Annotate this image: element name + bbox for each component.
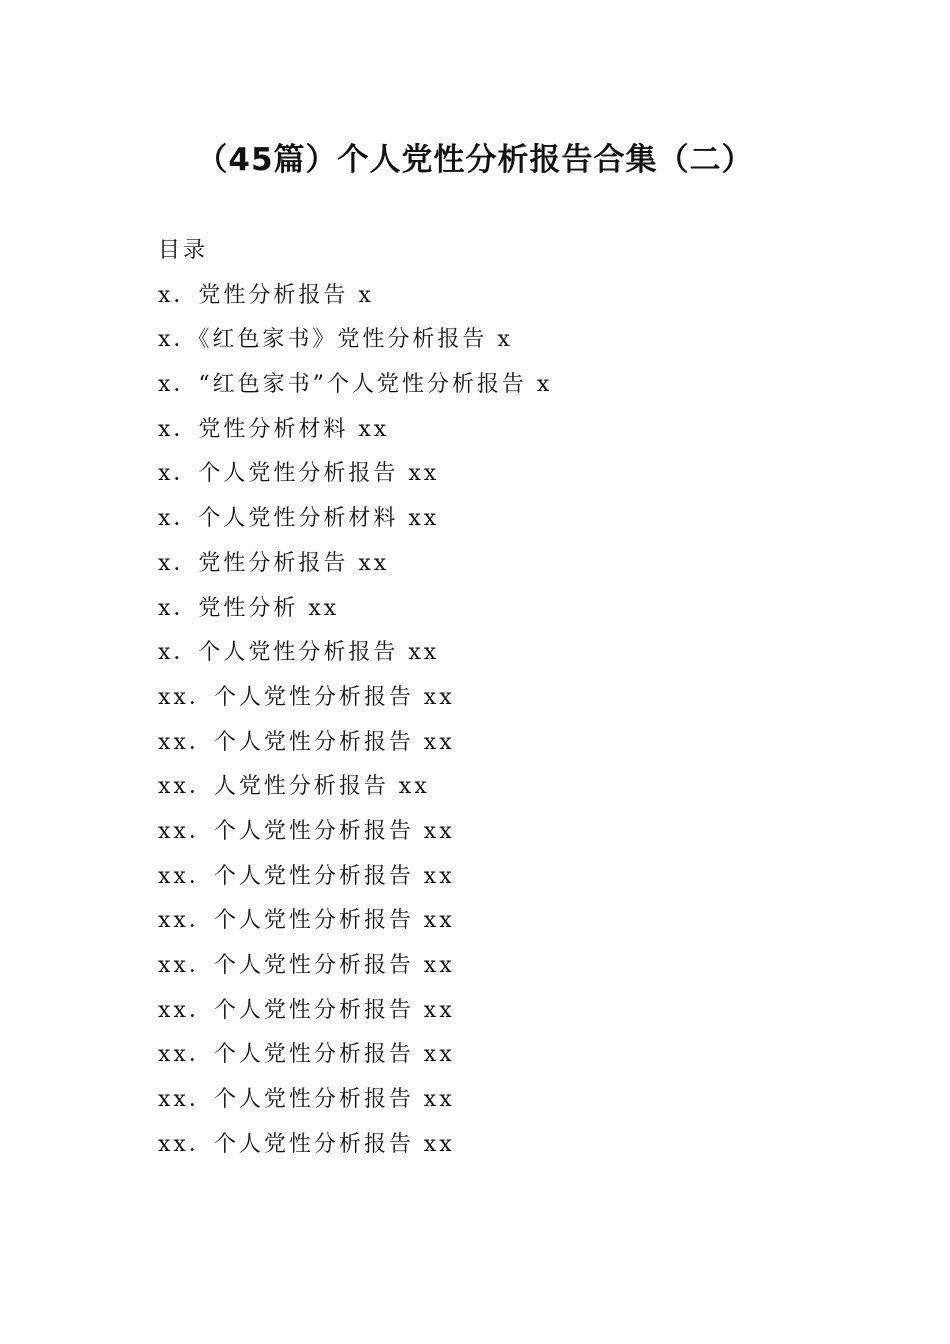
toc-item[interactable]: x．个人党性分析报告 xx [158,640,440,666]
table-of-contents [158,229,858,1167]
toc-item[interactable]: xx．个人党性分析报告 xx [158,953,455,978]
toc-item[interactable]: x．党性分析 xx [158,595,340,621]
toc-item[interactable]: xx．人党性分析报告 xx [158,774,430,800]
toc-item[interactable]: x．《红色家书》党性分析报告 x [158,327,513,353]
toc-item[interactable]: x．个人党性分析材料 xx [158,506,440,532]
toc-item[interactable]: xx．个人党性分析报告 xx [158,818,455,844]
toc-item[interactable]: xx．个人党性分析报告 xx [158,1087,455,1113]
toc-item[interactable]: x．党性分析材料 xx [158,416,390,442]
toc-item[interactable]: xx．个人党性分析报告 xx [158,1131,455,1157]
toc-item[interactable]: xx．个人党性分析报告 xx [158,1042,455,1068]
toc-item[interactable]: x．党性分析报告 x [158,282,374,308]
toc-heading: 目录 [158,238,209,263]
toc-item[interactable]: xx．个人党性分析报告 xx [158,684,455,710]
document-title: （45篇）个人党性分析报告合集（二） [196,142,754,178]
toc-item[interactable]: x．党性分析报告 xx [158,550,390,576]
toc-item[interactable]: xx．个人党性分析报告 xx [158,997,455,1023]
toc-item[interactable]: xx．个人党性分析报告 xx [158,908,455,934]
toc-item[interactable]: x．个人党性分析报告 xx [158,461,440,487]
toc-item[interactable]: xx．个人党性分析报告 xx [158,863,455,889]
toc-item[interactable]: x．“红色家书”个人党性分析报告 x [158,372,553,398]
toc-item[interactable]: xx．个人党性分析报告 xx [158,729,455,755]
